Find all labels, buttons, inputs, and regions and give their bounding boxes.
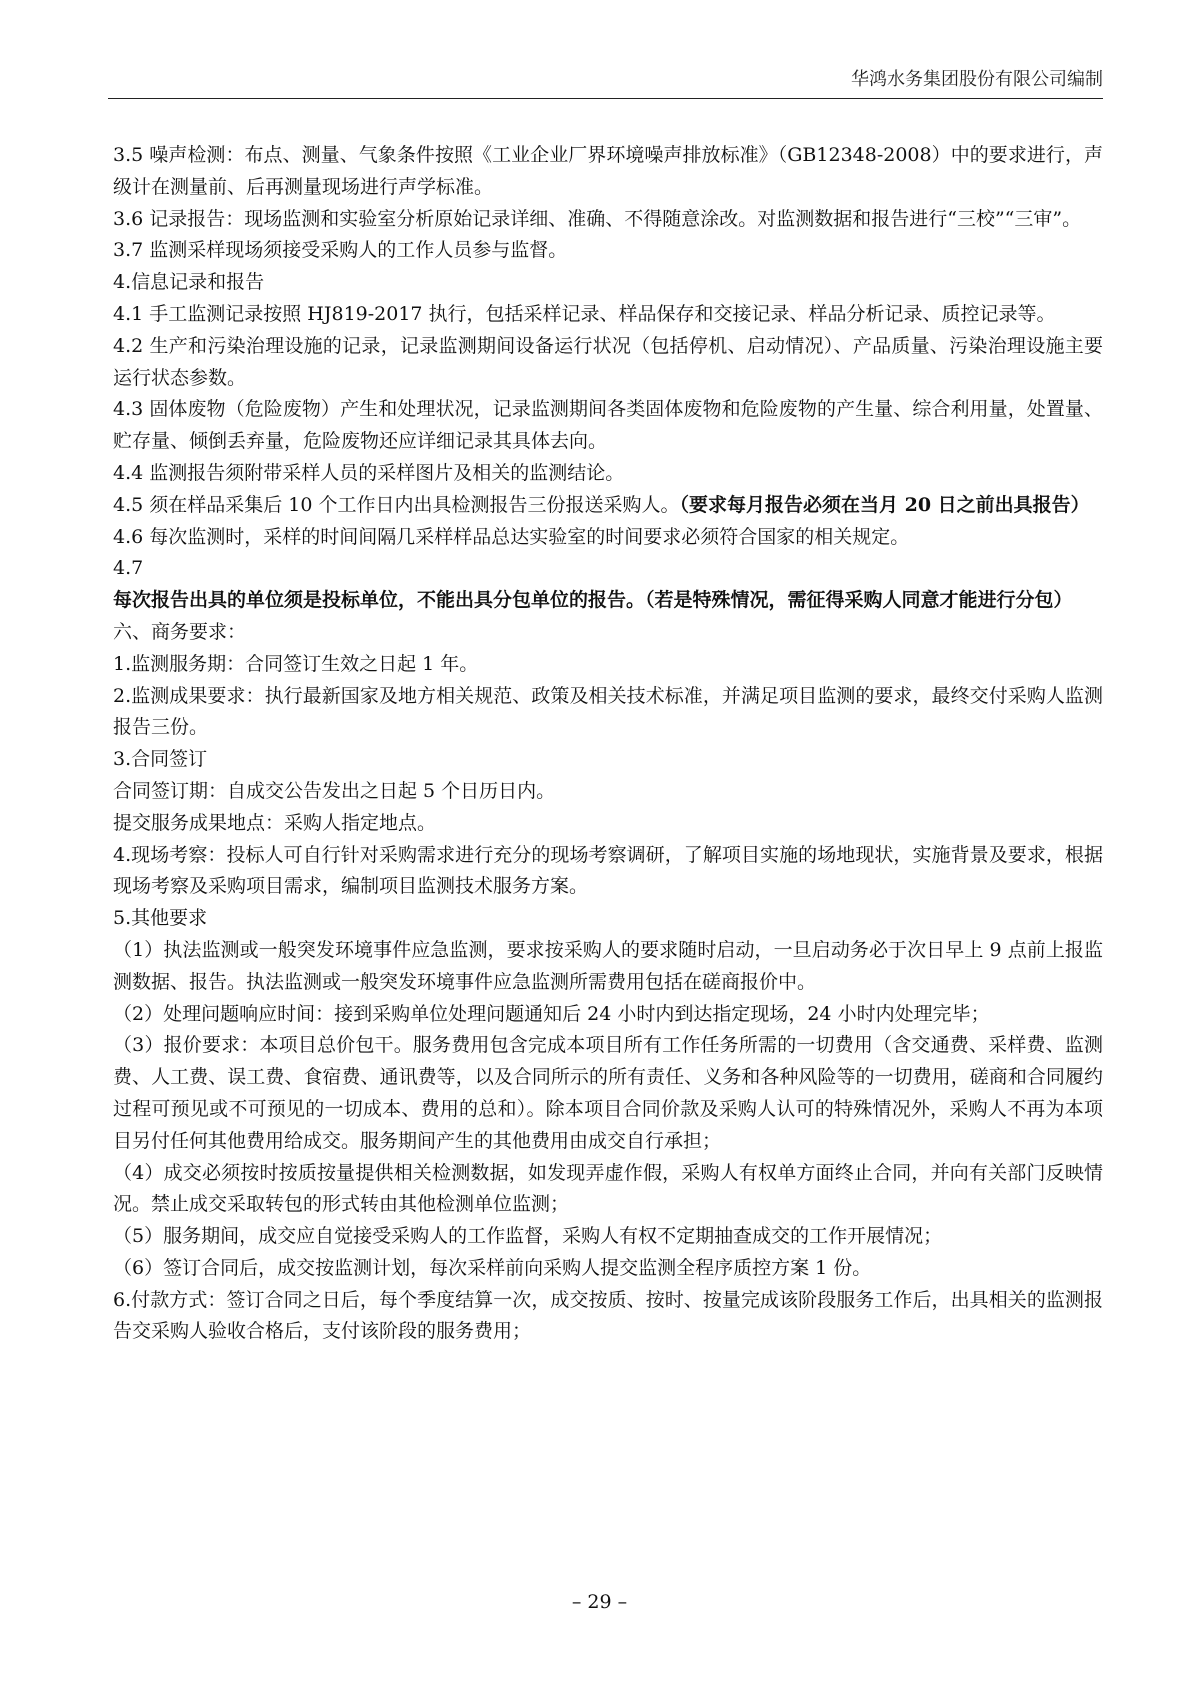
paragraph-site-inspection: 4.现场考察：投标人可自行针对采购需求进行充分的现场考察调研，了解项目实施的场地现状，实施背景及要求，根据现场考察及采购项目需求，编制项目监测技术服务方案。 [113,843,1103,898]
paragraph-4-3: 4.3 固体废物（危险废物）产生和处理状况，记录监测期间各类固体废物和危险废物的产生量、综合利用量，处置量、贮存量、倾倒丢弃量，危险废物还应详细记录其具体去向。 [113,398,1103,453]
paragraph-payment-method: 6.付款方式：签订合同之日后，每个季度结算一次，成交按质、按时、按量完成该阶段服务工作后，出具相关的监测报告交采购人验收合格后，支付该阶段的服务费用； [113,1288,1103,1343]
paragraph-service-period: 1.监测服务期：合同签订生效之日起 1 年。 [113,652,479,675]
paragraph-4-5-emphasis: （要求每月报告必须在当月 20 日之前出具报告） [679,493,1090,516]
paragraph-requirement-4: （4）成交必须按时按质按量提供相关检测数据，如发现弄虚作假，采购人有权单方面终止合同，并向有关部门反映情况。禁止成交采取转包的形式转由其他检测单位监测； [113,1161,1103,1216]
paragraph-requirement-2: （2）处理问题响应时间：接到采购单位处理问题通知后 24 小时内到达指定现场，24 小时内处理完毕； [113,1002,990,1025]
paragraph-deliverables: 2.监测成果要求：执行最新国家及地方相关规范、政策及相关技术标准，并满足项目监测的要求，最终交付采购人监测报告三份。 [113,684,1103,739]
page-number: – 29 – [571,1591,628,1613]
paragraph-delivery-location: 提交服务成果地点：采购人指定地点。 [113,811,437,834]
page-header [108,68,1103,99]
paragraph-3-5: 3.5 噪声检测：布点、测量、气象条件按照《工业企业厂界环境噪声排放标准》（GB12348-2008）中的要求进行，声级计在测量前、后再测量现场进行声学标准。 [113,144,1103,198]
paragraph-4-7: 4.7 每次报告出具的单位须是投标单位，不能出具分包单位的报告。（若是特殊情况，需征得采购人同意才能进行分包） [113,557,1073,612]
paragraph-requirement-5: （5）服务期间，成交应自觉接受采购人的工作监督，采购人有权不定期抽查成交的工作开展情况； [113,1225,943,1248]
header-company-name: 华鸿水务集团股份有限公司编制 [851,69,1103,90]
heading-contract-signing: 3.合同签订 [113,748,208,771]
paragraph-4-6: 4.6 每次监测时，采样的时间间隔几采样样品总达实验室的时间要求必须符合国家的相关规定。 [113,525,910,548]
paragraph-4-5: 4.5 须在样品采集后 10 个工作日内出具检测报告三份报送采购人。（要求每月报告必须在当月 20 日之前出具报告） [113,493,1090,516]
paragraph-contract-period: 合同签订期：自成交公告发出之日起 5 个日历日内。 [113,779,556,802]
paragraph-requirement-1: （1）执法监测或一般突发环境事件应急监测，要求按采购人的要求随时启动，一旦启动务必于次日早上 9 点前上报监测数据、报告。执法监测或一般突发环境事件应急监测所需费用包括在磋商报价中。 [113,938,1103,993]
document-body [113,140,1103,1348]
heading-other-requirements: 5.其他要求 [113,907,208,930]
paragraph-requirement-3: （3）报价要求：本项目总价包干。服务费用包含完成本项目所有工作任务所需的一切费用（含交通费、采样费、监测费、人工费、误工费、食宿费、通讯费等，以及合同所示的所有责任、义务和各种风险等的一切费用，磋商和合同履约过程可预见或不可预见的一切成本、费用的总和）。除本项目合同价款及采购人认可的特殊情况外，采购人不再为本项目另付任何其他费用给成交。服务期间产生的其他费用由成交自行承担； [113,1034,1103,1152]
paragraph-4-7-emphasis: 每次报告出具的单位须是投标单位，不能出具分包单位的报告。（若是特殊情况，需征得采购人同意才能进行分包） [113,589,1073,612]
paragraph-3-6: 3.6 记录报告：现场监测和实验室分析原始记录详细、准确、不得随意涂改。对监测数据和报告进行“三校”“三审”。 [113,207,1082,230]
paragraph-3-7: 3.7 监测采样现场须接受采购人的工作人员参与监督。 [113,239,568,262]
paragraph-4-4: 4.4 监测报告须附带采样人员的采样图片及相关的监测结论。 [113,461,625,484]
heading-business-requirements: 六、商务要求： [113,620,247,643]
paragraph-requirement-6: （6）签订合同后，成交按监测计划，每次采样前向采购人提交监测全程序质控方案 1 份。 [113,1256,872,1279]
paragraph-4-1: 4.1 手工监测记录按照 HJ819-2017 执行，包括采样记录、样品保存和交接记录、样品分析记录、质控记录等。 [113,302,1056,325]
heading-4: 4.信息记录和报告 [113,271,265,294]
paragraph-4-2: 4.2 生产和污染治理设施的记录，记录监测期间设备运行状况（包括停机、启动情况）、产品质量、污染治理设施主要运行状态参数。 [113,334,1103,389]
